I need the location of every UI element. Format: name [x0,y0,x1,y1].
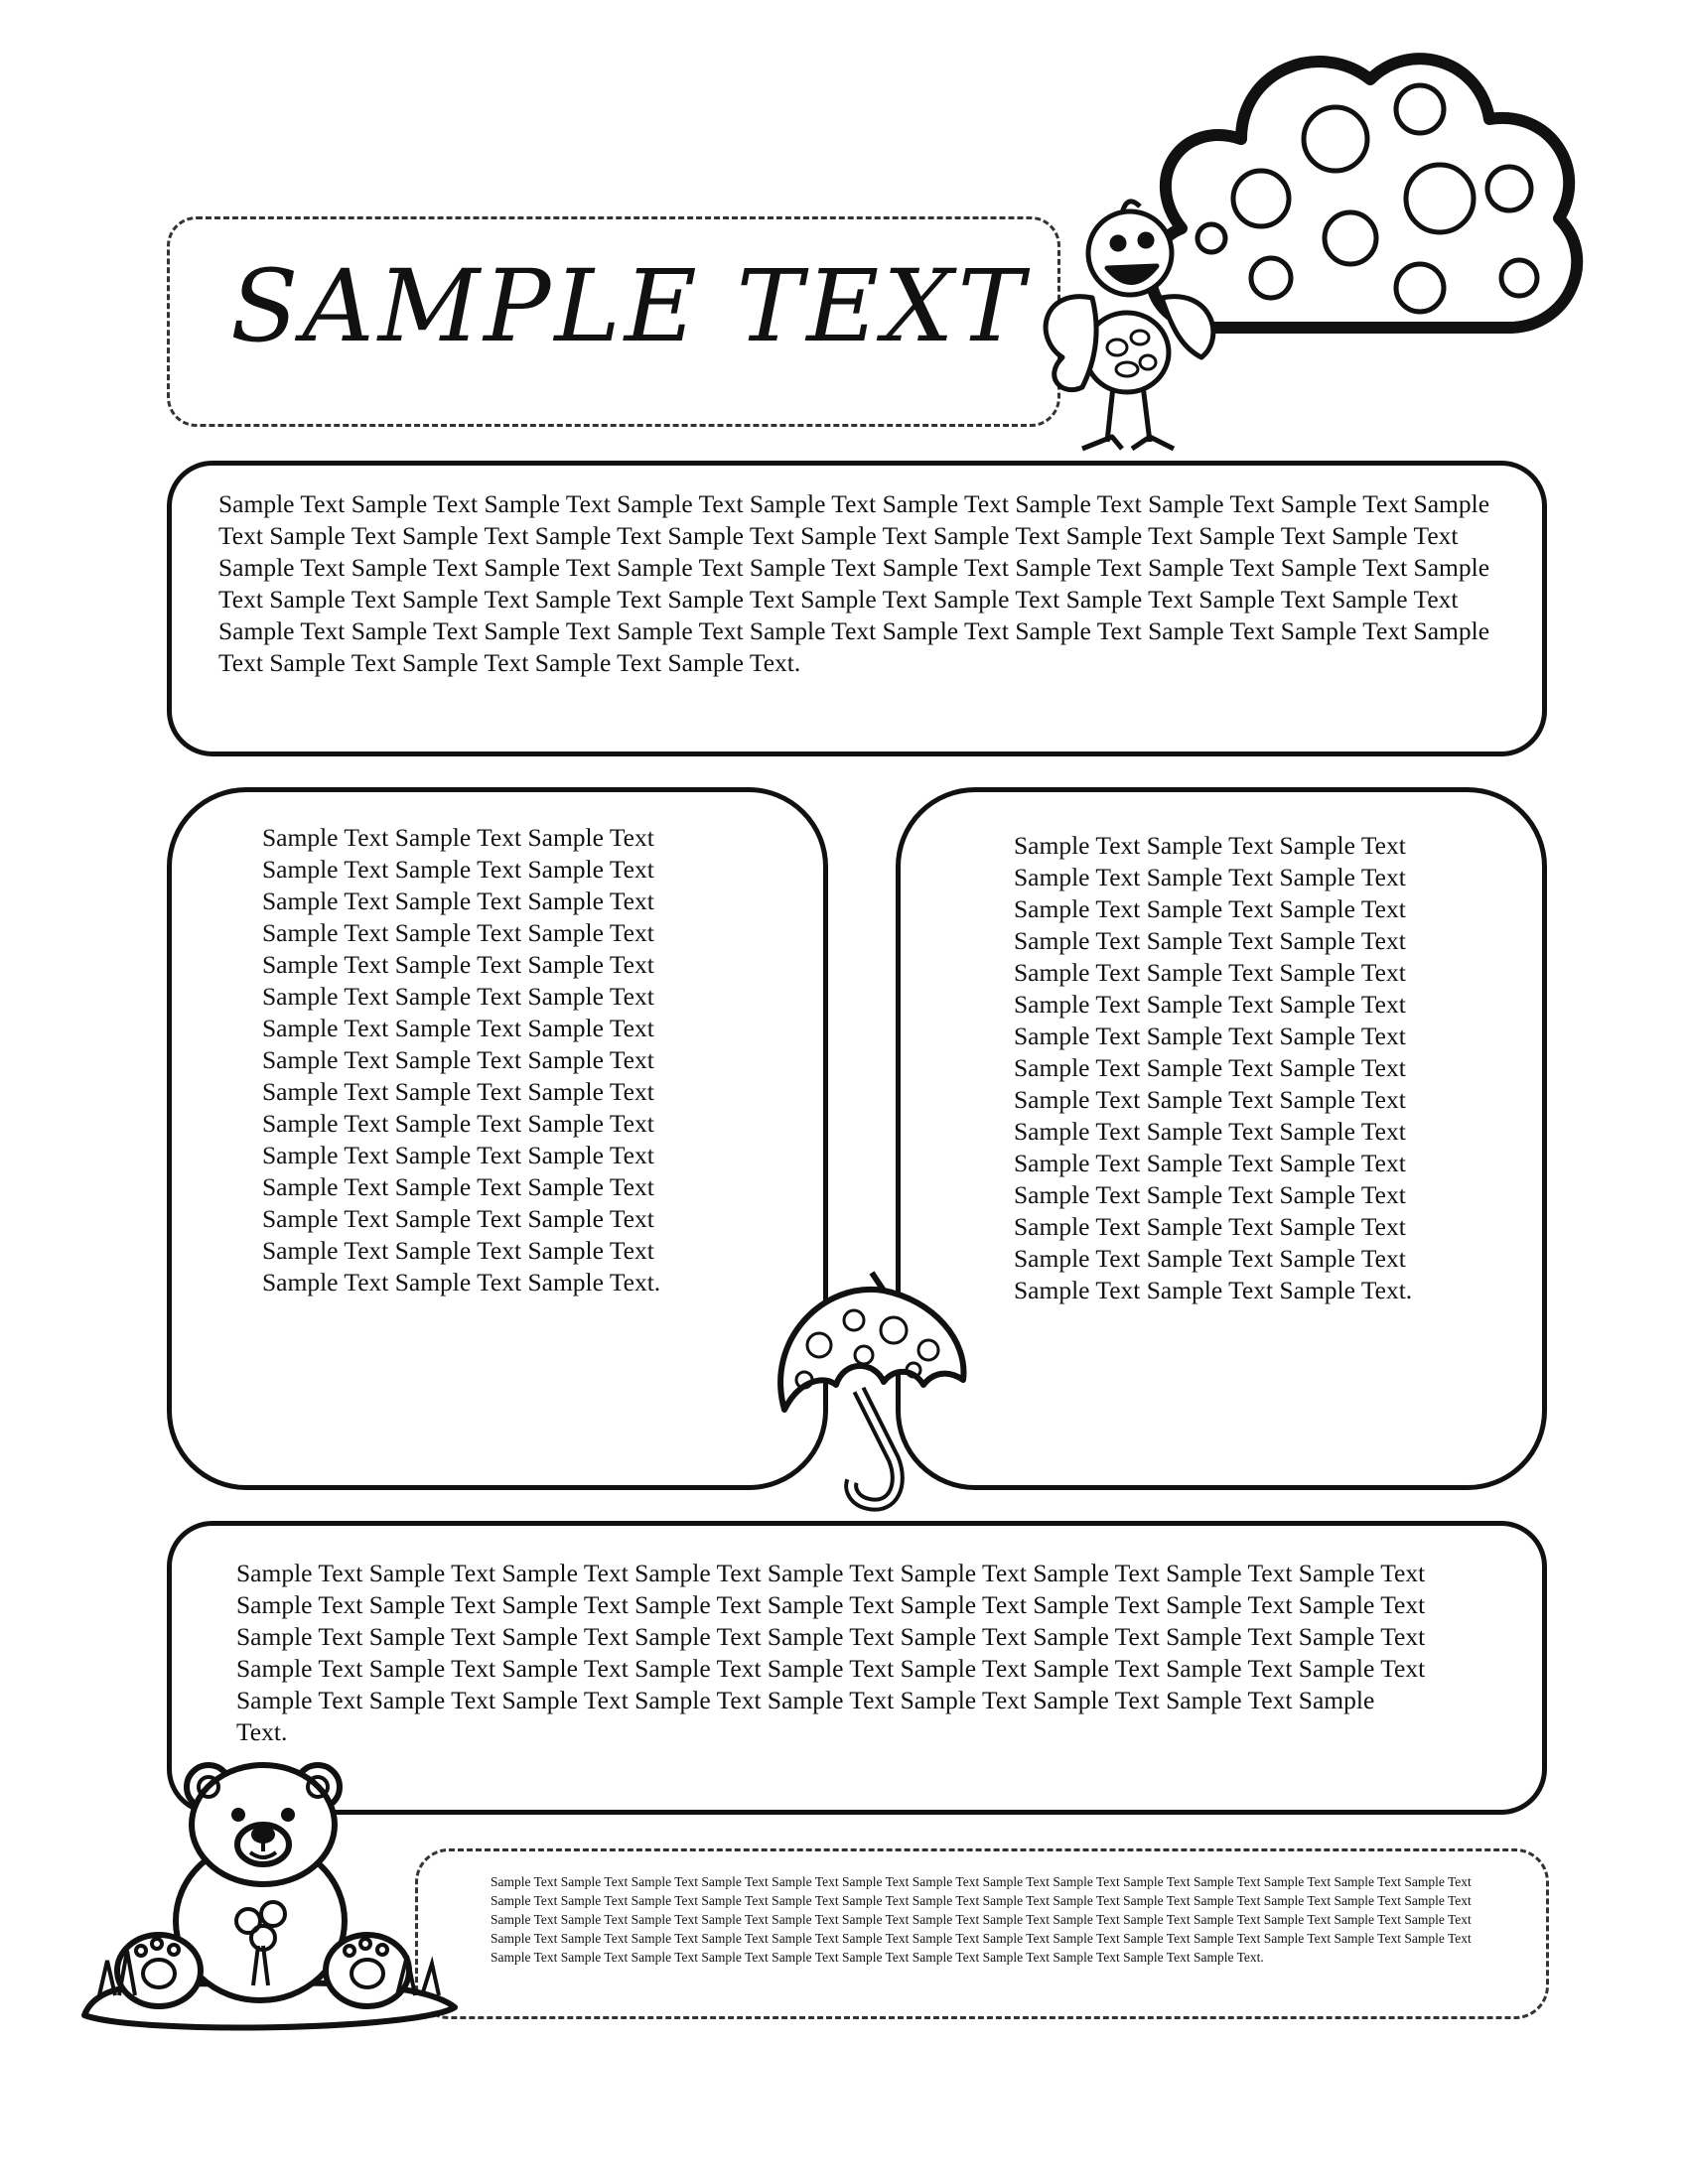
umbrella-icon [765,1261,983,1529]
bear-icon [79,1747,457,2035]
section-2-text: Sample Text Sample Text Sample Text Sample Text Sample Text Sample Text Sample Text Sample Text Sample Text Sample Text Sample Text Sample Text Sample Text Sample Text Sample Text Sample Text Sample Text Sample Text Sample Text Sample Text Sample Text Sample Text Sample Text Sample Text Sample Text Sample Text Sample Text Sample Text Sample Text Sample Text Sample Text Sample Text Sample Text Sample Text Sample Text Sample Text Sample Text Sample Text Sample Text Sample Text Sample Text Sample Text Sample Text Sample Text Sample Text. [262,823,661,1297]
section-3-text: Sample Text Sample Text Sample Text Sample Text Sample Text Sample Text Sample Text Sample Text Sample Text Sample Text Sample Text Sample Text Sample Text Sample Text Sample Text Sample Text Sample Text Sample Text Sample Text Sample Text Sample Text Sample Text Sample Text Sample Text Sample Text Sample Text Sample Text Sample Text Sample Text Sample Text Sample Text Sample Text Sample Text Sample Text Sample Text Sample Text Sample Text Sample Text Sample Text Sample Text Sample Text Sample Text Sample Text Sample Text Sample Text. [1014,831,1413,1304]
section-5-text: Sample Text Sample Text Sample Text Sample Text Sample Text Sample Text Sample Text Sample Text Sample Text Sample Text Sample Text Sample Text Sample Text Sample Text Sample Text Sample Text Sample Text Sample Text Sample Text Sample Text Sample Text Sample Text Sample Text Sample Text Sample Text Sample Text Sample Text Sample Text Sample Text Sample Text Sample Text Sample Text Sample Text Sample Text Sample Text Sample Text Sample Text Sample Text Sample Text Sample Text Sample Text Sample Text Sample Text Sample Text Sample Text Sample Text Sample Text Sample Text Sample Text Sample Text Sample Text Sample Text Sample Text Sample Text Sample Text Sample Text Sample Text Sample Text Sample Text Sample Text Sample Text Sample Text Sample Text Sample Text Sample Text Sample Text Sample Text. [491,1874,1472,1965]
page-title: SAMPLE TEXT [230,248,1029,364]
section-1-text: Sample Text Sample Text Sample Text Sample Text Sample Text Sample Text Sample Text Sample Text Sample Text Sample Text Sample Text Sample Text Sample Text Sample Text Sample Text Sample Text Sample Text Sample Text Sample Text Sample Text Sample Text Sample Text Sample Text Sample Text Sample Text Sample Text Sample Text Sample Text Sample Text Sample Text Sample Text Sample Text Sample Text Sample Text Sample Text Sample Text Sample Text Sample Text Sample Text Sample Text Sample Text Sample Text Sample Text Sample Text Sample Text Sample Text Sample Text Sample Text Sample Text Sample Text Sample Text Sample Text. [218,489,1490,677]
bird-icon [1023,189,1241,467]
section-4-text: Sample Text Sample Text Sample Text Sample Text Sample Text Sample Text Sample Text Sample Text Sample Text Sample Text Sample Text Sample Text Sample Text Sample Text Sample Text Sample Text Sample Text Sample Text Sample Text Sample Text Sample Text Sample Text Sample Text Sample Text Sample Text Sample Text Sample Text Sample Text Sample Text Sample Text Sample Text Sample Text Sample Text Sample Text Sample Text Sample Text Sample Text Sample Text Sample Text Sample Text Sample Text Sample Text Sample Text Sample Text Sample Text. [236,1559,1426,1746]
